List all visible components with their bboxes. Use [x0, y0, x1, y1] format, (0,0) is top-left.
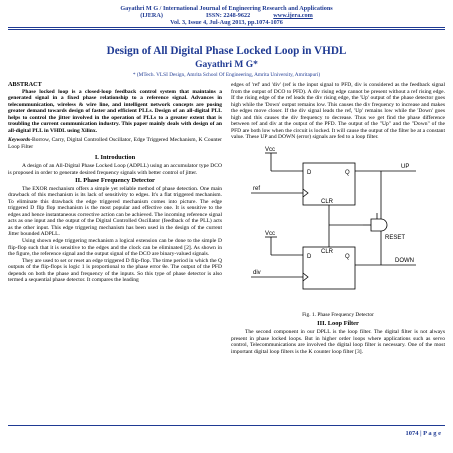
paper-author: Gayathri M G*: [195, 60, 258, 70]
loop-filter-text: The second component in our DPLL is the loop filter. The digital filter is not always present in phase locked loops. But in higher order loops where applications such as servo control, Telecommunications are involved the digital loop filter is necessary. One of the most important digital loop filters is the K counter loop filter [3].: [231, 329, 445, 355]
pfd-heading: II. Phase Frequency Detector: [75, 177, 155, 185]
journal-line-2: [0, 12, 453, 19]
ref-label: ref: [253, 185, 261, 192]
keywords-line: [8, 137, 222, 150]
journal-issn: ISSN: 2248-9622: [205, 12, 251, 19]
pfd-continued-text: edges of 'ref' and 'div' (ref is the input signal to PFD, div is considered as the feedback signal from the output of DCO to PFD). A div rising edge cannot be present without a ref rising edge. If the rising edge of the ref leads the div rising edge, the 'Up' output of the phase detector goes high while the 'Down' output remains low. This causes the div frequency to increase and makes the edges move closer. If the div signal leads the ref, 'Up' remains low while the 'Down' goes high and this causes the div frequency to decrease. Thus we get find the phase difference between ref and div at the output of the PFD. The output of the "Up" and the "Down" of the PFD are both low when the circuit is locked. It will cause the output of the filter be at a constant value. These UP and DOWN (error) signals are fed to a loop filter.: [231, 82, 445, 141]
header-rule-2: [8, 29, 445, 30]
figure-caption: Fig. 1. Phase Frequency Detector: [302, 311, 374, 318]
clr-bottom-label: CLR: [321, 248, 334, 255]
q-bottom-label: Q: [345, 253, 350, 260]
vcc-bottom-label: Vcc: [265, 230, 276, 237]
page-number: 1074 | P a g e: [405, 430, 441, 437]
pfd-text-3: They are used to set or reset an edge triggered D flip-flop. The time period in which the Q outputs of the flip-flops is logic 1 is proportional to the phase error θe. The output of the PFD depends on both the phase and frequency of the inputs. So this type of phase detector is also termed a sequential phase detector. It compares the leading: [8, 257, 222, 284]
and-gate: [371, 219, 387, 231]
journal-url[interactable]: www.ijera.com: [273, 12, 313, 19]
abstract-heading: ABSTRACT: [8, 81, 42, 88]
d-bottom-label: D: [307, 253, 312, 260]
pfd-text-2: Using shown edge triggering mechanism a logical extension can be done to the simple D flip-flop such that it is sensitive to the edges and the clock can be eliminated [2]. As shown in the figure, the reference signal and the output signal of the DCO are binary-valued signals.: [8, 238, 222, 258]
q-top-label: Q: [345, 169, 350, 176]
vcc-top-label: Vcc: [265, 146, 276, 153]
paper-title: Design of All Digital Phase Locked Loop in VHDL: [106, 45, 347, 57]
up-label: UP: [401, 163, 410, 170]
intro-heading: I. Introduction: [94, 154, 136, 162]
clr-top-label: CLR: [321, 198, 334, 205]
journal-abbrev: (IJERA): [140, 12, 163, 19]
d-top-label: D: [307, 169, 312, 176]
journal-line-1: Gayathri M G / International Journal of Engineering Research and Applications: [120, 5, 333, 12]
intro-text: A design of an All-Digital Phase Locked Loop (ADPLL) using an accumulator type DCO is proposed in order to generate desired frequency signals with better control of jitter.: [8, 163, 222, 176]
journal-header: [0, 0, 453, 26]
div-label: div: [253, 269, 261, 276]
pfd-figure: [231, 143, 445, 311]
keywords-label: Keywords: [8, 137, 31, 144]
right-column: [231, 82, 445, 355]
down-label: DOWN: [395, 257, 414, 264]
left-column: [8, 82, 222, 284]
author-affiliation: * (MTech. VLSI Design, Amrita School Of Engineering, Amrita University, Amritapuri): [132, 72, 321, 78]
keywords-text: -Borrow, Carry, Digital Controlled Oscillator, Edge Triggered Mechanism, K Counter Loop Filter: [8, 137, 222, 150]
footer-rule: [8, 425, 445, 426]
loop-filter-heading: III. Loop Filter: [317, 320, 359, 328]
pfd-circuit-diagram: [231, 143, 445, 311]
abstract-text: Phase locked loop is a closed-loop feedback control system that maintains a generated signal in a fixed phase relationship to a reference signal. Advances in telecommunication, wireless & wire line, and intelligent network concepts are posing greater demand towards design of faster and efficient PLLs. Design of an all-digital PLL helps to control the jitter involved in the operation of PLLs to a greater extent that is troubling the current communication industry. This paper mainly deals with design of an all-digital PLL in VHDL using Xilinx.: [8, 88, 222, 134]
reset-label: RESET: [385, 234, 406, 241]
journal-line-3: Vol. 3, Issue 4, Jul-Aug 2013, pp.1074-1076: [170, 19, 283, 26]
pfd-text-1: The EXOR mechanism offers a simple yet reliable method of phase detection. One main drawback of this mechanism is its lack of sensitivity to edges. It's a flat triggered mechanism. To eliminate this drawback the edge triggered mechanism comes into picture. The edge triggered D flip flop mechanism is the most popular and effective one. It is sensitive to the edges and hence instantaneous corrective action can be achieved. The incoming reference signal acts as one input and the output of the Digital Controlled Oscillator (feedback of the PLL) acts as the other input. This edge triggering mechanism has been used in the design of the current Jitter bounded ADPLL.: [8, 185, 222, 238]
header-rule: [8, 27, 445, 28]
